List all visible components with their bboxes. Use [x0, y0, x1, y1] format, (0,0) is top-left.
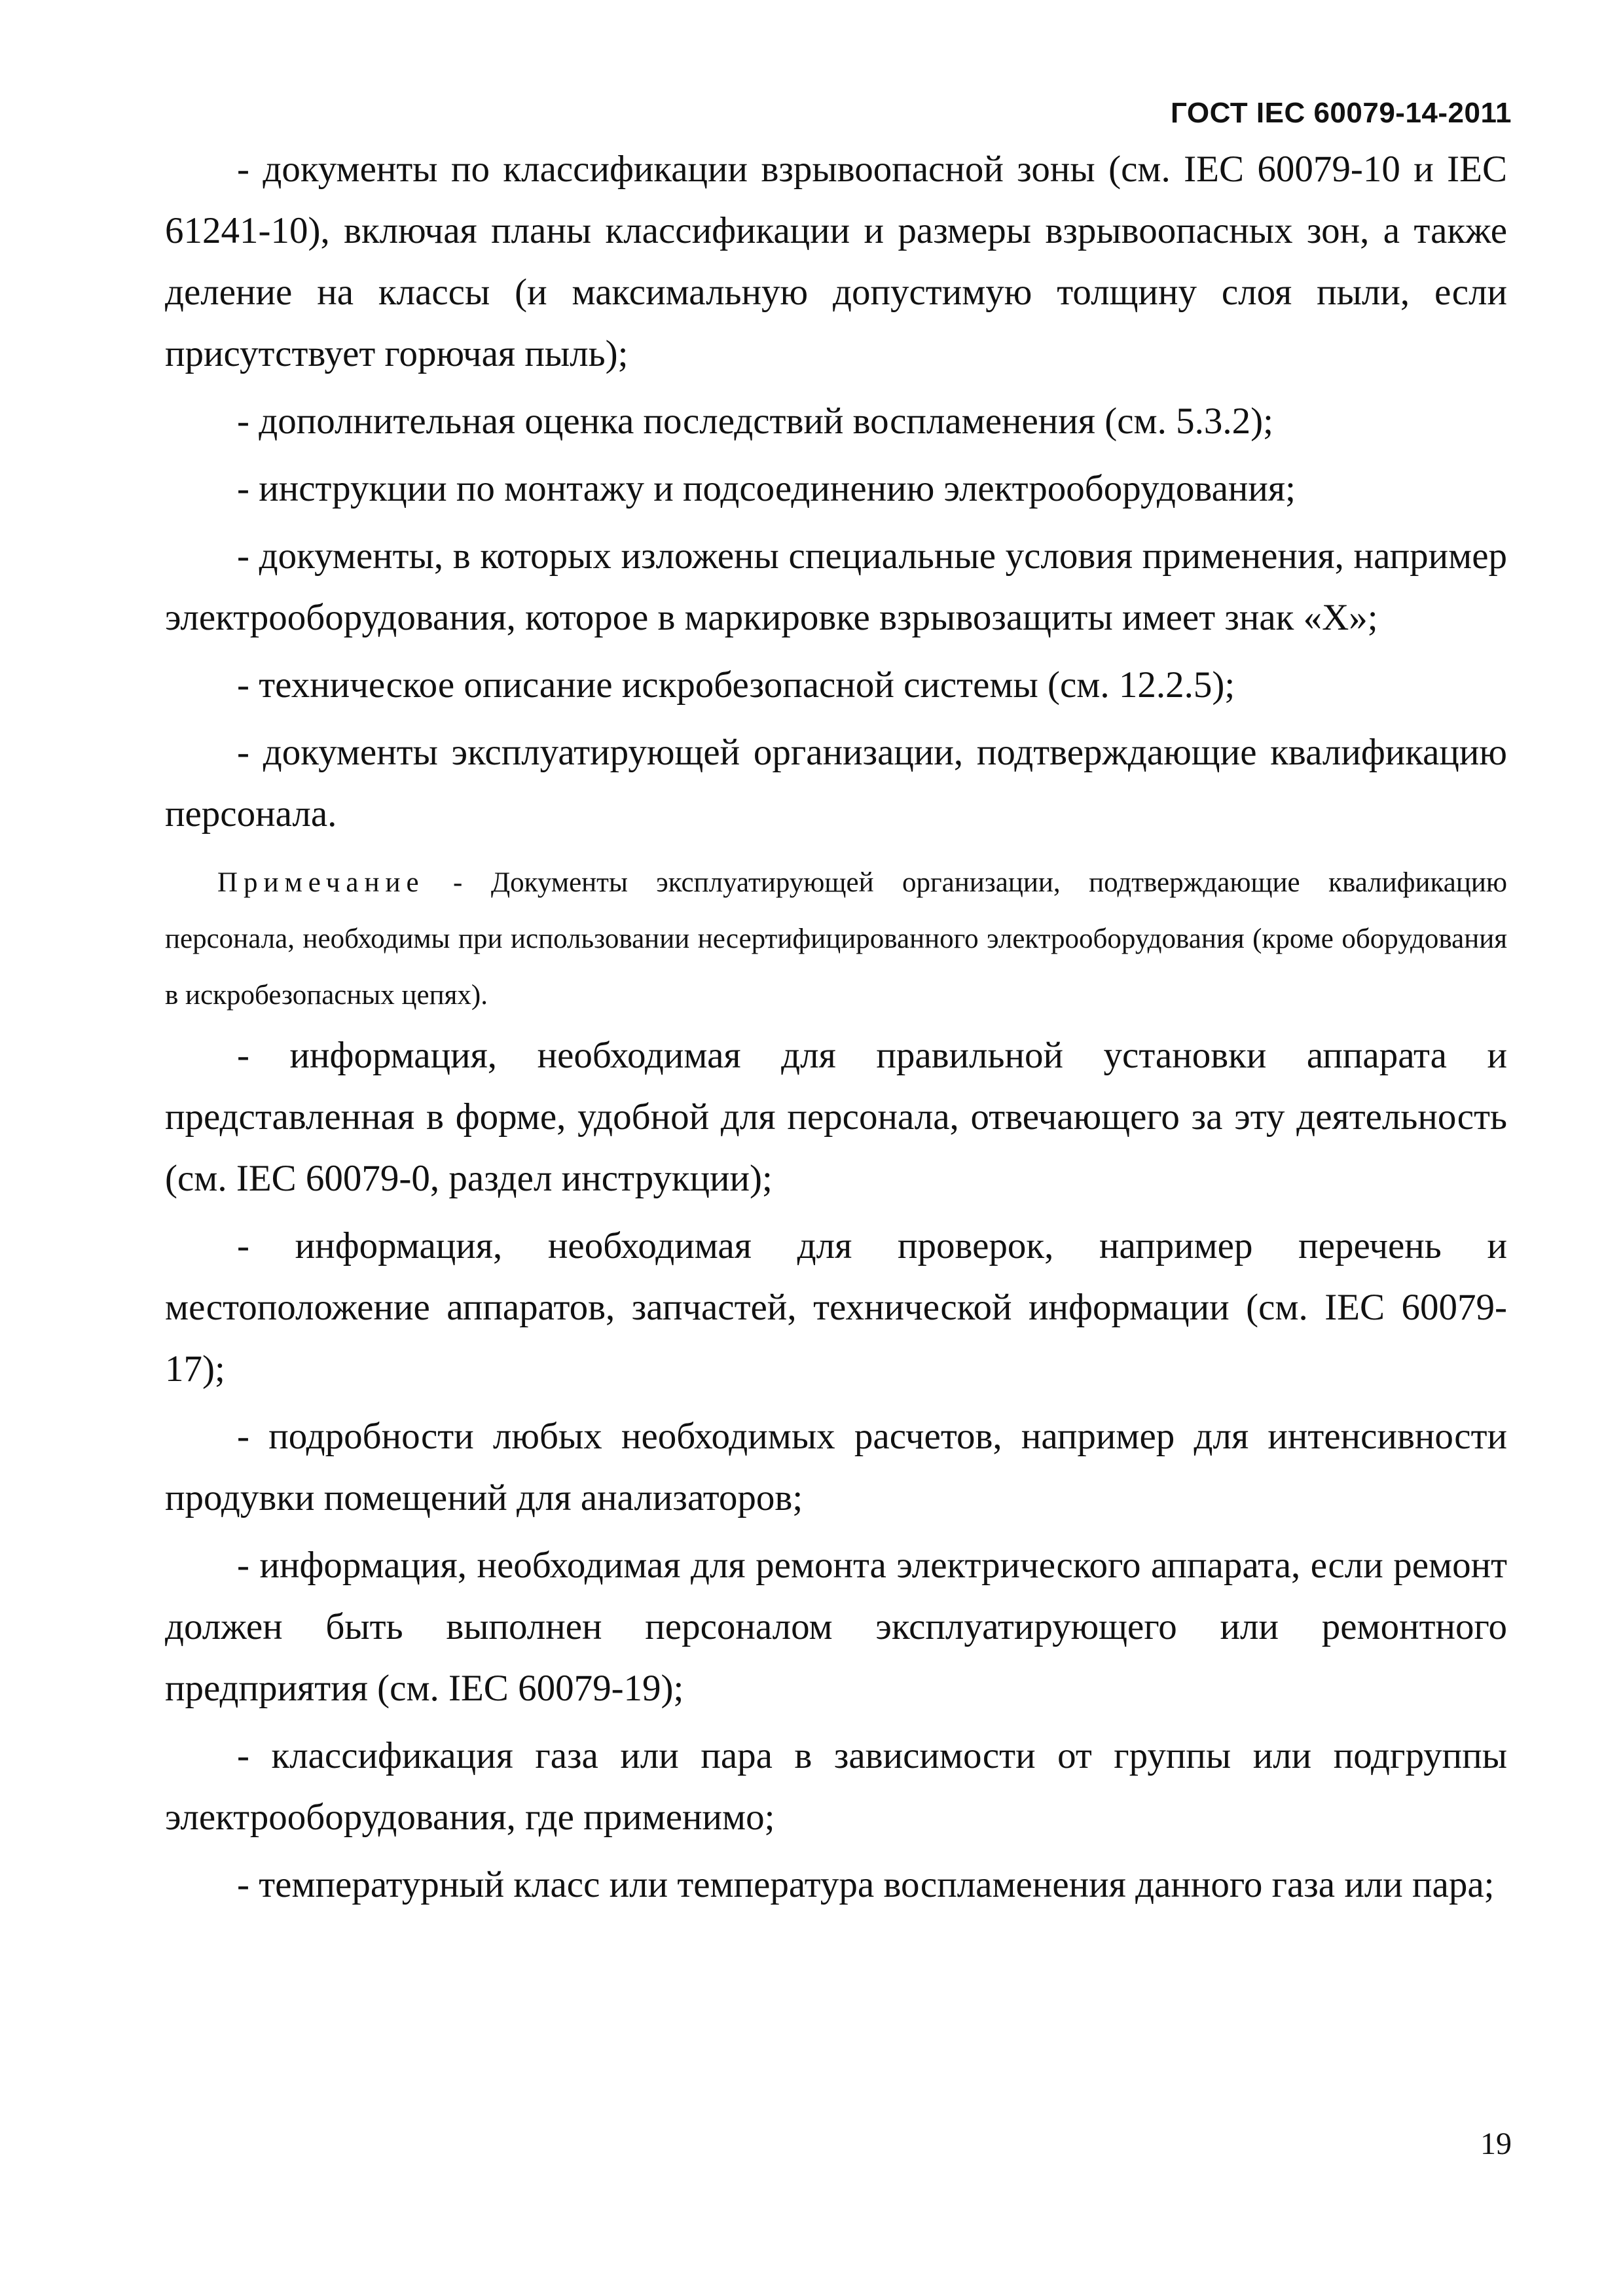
note-label: Примечание	[217, 867, 425, 898]
list-item: - температурный класс или температура воспламенения данного газа или пара;	[237, 1864, 1495, 1905]
list-item: - документы по классификации взрывоопасной зоны (см. IEC 60079-10 и IEC 61241-10), включая планы классификации и размеры взрывоопасных зон, а также деление на классы (и максимальную допустимую толщину слоя пыли, если присутствует горючая пыль);	[165, 149, 1507, 374]
list-item: - техническое описание искробезопасной системы (см. 12.2.5);	[237, 664, 1235, 706]
list-item: - информация, необходимая для правильной установки аппарата и представленная в форме, удобной для персонала, отвечающего за эту деятельность (см. IEC 60079-0, раздел инструкции);	[165, 1035, 1507, 1199]
note-paragraph	[165, 855, 1507, 1024]
page-number: 19	[1480, 2126, 1512, 2161]
document-header: ГОСТ IEC 60079-14-2011	[1171, 97, 1512, 129]
note-text: - Документы эксплуатирующей организации, подтверждающие квалификацию персонала, необходимы при использовании несертифицированного электрооборудования (кроме оборудования в искробезопасных цепях).	[165, 867, 1507, 1011]
list-item: - информация, необходимая для проверок, например перечень и местоположение аппаратов, запчастей, технической информации (см. IEC 60079-17);	[165, 1225, 1507, 1390]
list-item: - документы эксплуатирующей организации, подтверждающие квалификацию персонала.	[165, 732, 1507, 834]
list-item: - классификация газа или пара в зависимости от группы или подгруппы электрооборудования, где применимо;	[165, 1735, 1507, 1838]
list-item: - дополнительная оценка последствий воспламенения (см. 5.3.2);	[237, 401, 1273, 442]
list-item: - инструкции по монтажу и подсоединению электрооборудования;	[237, 468, 1296, 509]
list-item: - подробности любых необходимых расчетов, например для интенсивности продувки помещений для анализаторов;	[165, 1416, 1507, 1518]
list-item: - документы, в которых изложены специальные условия применения, например электрооборудования, которое в маркировке взрывозащиты имеет знак «X»;	[165, 535, 1507, 638]
list-item: - информация, необходимая для ремонта электрического аппарата, если ремонт должен быть выполнен персоналом эксплуатирующего или ремонтного предприятия (см. IEC 60079-19);	[165, 1545, 1507, 1709]
document-body	[165, 139, 1507, 1922]
